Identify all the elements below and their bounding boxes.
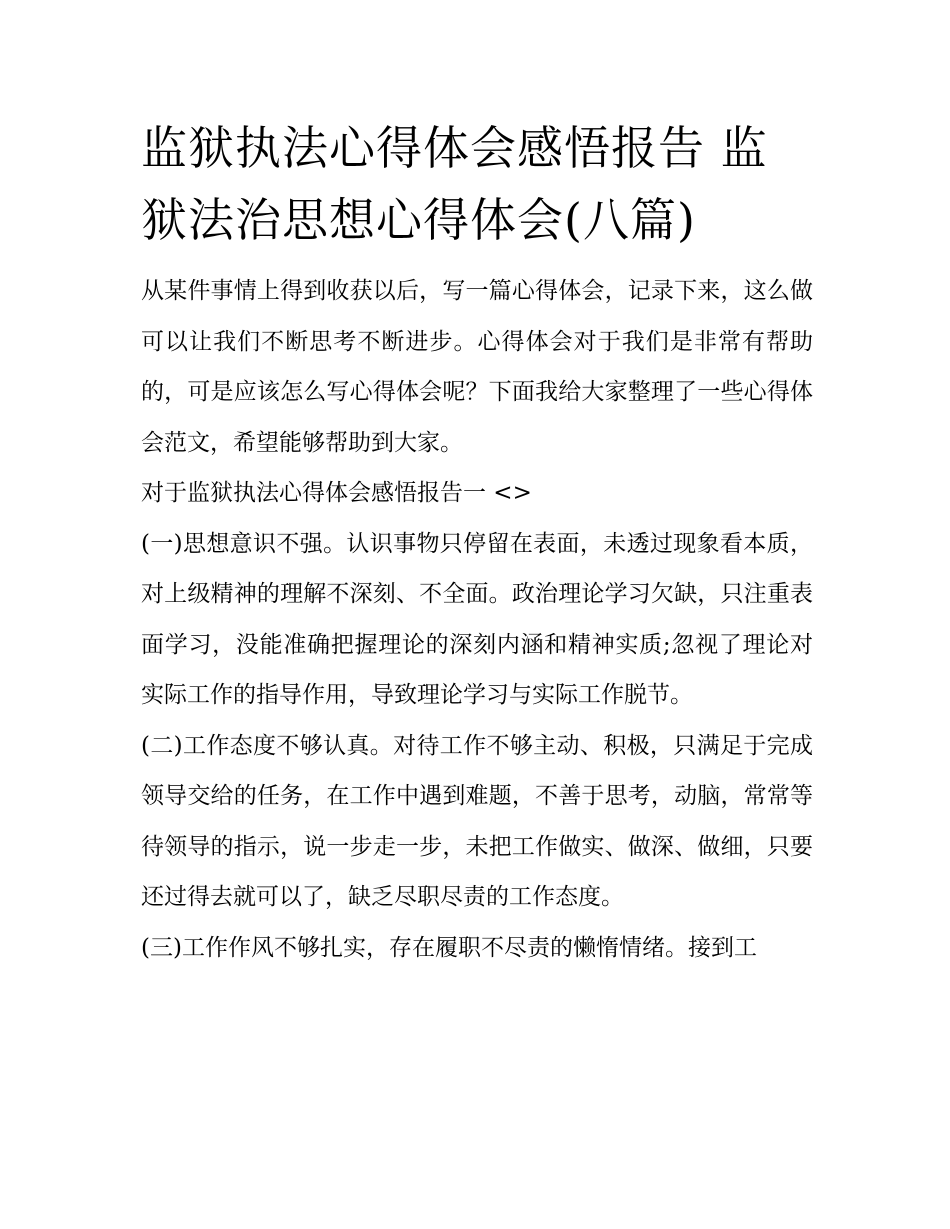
title-spacer: [141, 256, 813, 266]
document-title: 监狱执法心得体会感悟报告 监狱法治思想心得体会(八篇): [141, 121, 768, 247]
intro-paragraph: 从某件事情上得到收获以后，写一篇心得体会，记录下来，这么做可以让我们不断思考不断进步。心得体会对于我们是非常有帮助的，可是应该怎么写心得体会呢？下面我给大家整理了一些心得体会范文，希望能够帮助到大家。: [141, 278, 813, 456]
point-one-paragraph: (一)思想意识不强。认识事物只停留在表面，未透过现象看本质，对上级精神的理解不深刻、不全面。政治理论学习欠缺，只注重表面学习，没能准确把握理论的深刻内涵和精神实质;忽视了理论对实际工作的指导作用，导致理论学习与实际工作脱节。: [141, 530, 813, 708]
section-heading: 对于监狱执法心得体会感悟报告一 <>: [141, 480, 532, 506]
point-two-paragraph: (二)工作态度不够认真。对待工作不够主动、积极，只满足于完成领导交给的任务，在工作中遇到难题，不善于思考，动脑，常常等待领导的指示，说一步走一步，未把工作做实、做深、做细，只要还过得去就可以了，缺乏尽职尽责的工作态度。: [141, 732, 813, 910]
point-three-paragraph: (三)工作作风不够扎实，存在履职不尽责的懒惰情绪。接到工: [141, 934, 757, 961]
document-page: [141, 112, 813, 973]
